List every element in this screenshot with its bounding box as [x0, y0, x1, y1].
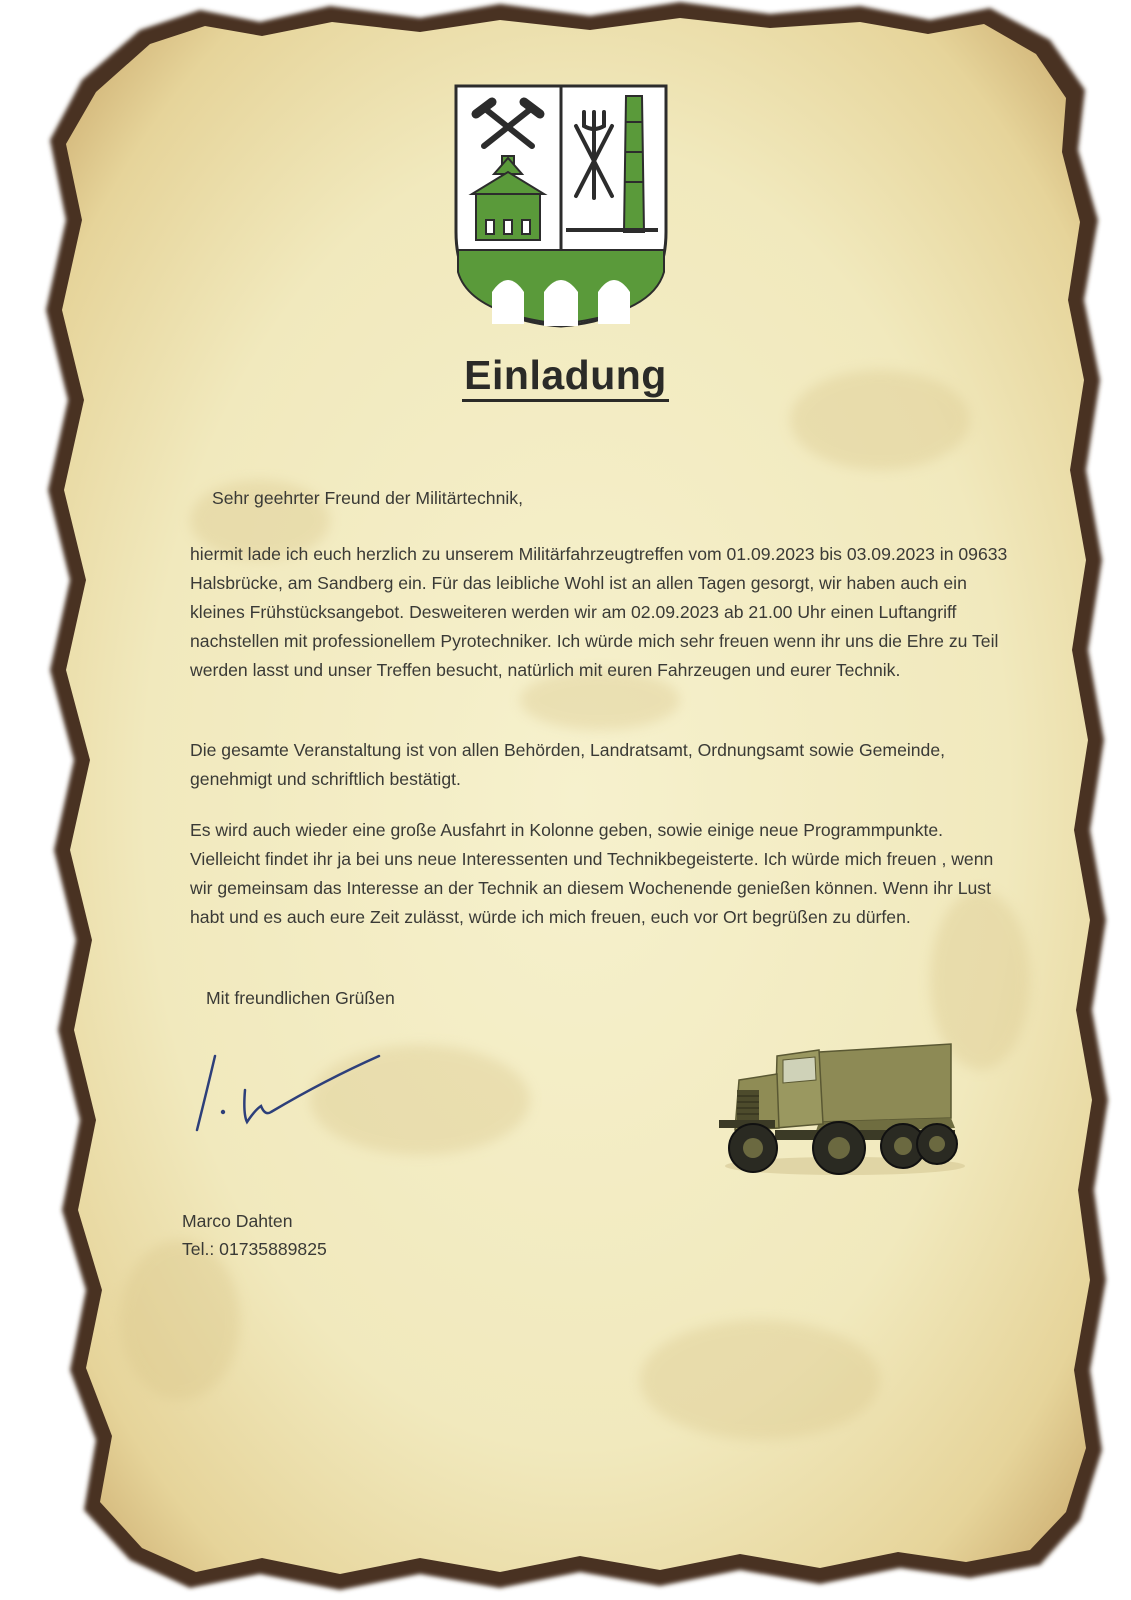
document-title — [0, 352, 1131, 399]
body-paragraph-invitation: hiermit lade ich euch herzlich zu unserem Militärfahrzeugtreffen vom 01.09.2023 bis 03.09.2023 in 09633 Halsbrücke, am Sandberg ein. Für das leibliche Wohl ist an allen Tagen gesorgt, wir haben auch ein kleines Frühstücksangebot. Desweiteren werden wir am 02.09.2023 ab 21.00 Uhr einen Luftangriff nachstellen mit professionellem Pyrotechniker. Ich würde mich sehr freuen wenn ihr uns die Ehre zu Teil werden lasst und unser Treffen besucht, natürlich mit euren Fahrzeugen und eurer Technik. — [190, 544, 1008, 680]
coat-of-arms — [452, 82, 670, 330]
body-paragraph-approval: Die gesamte Veranstaltung ist von allen Behörden, Landratsamt, Ordnungsamt sowie Gemeinde, genehmigt und schriftlich bestätigt. — [190, 740, 946, 789]
sender-name: Marco Dahten — [182, 1211, 293, 1231]
handwritten-signature — [185, 1050, 395, 1140]
bridge-icon — [458, 250, 664, 326]
body-paragraph-program: Es wird auch wieder eine große Ausfahrt in Kolonne geben, sowie einige neue Programmpunkte. Vielleicht findet ihr ja bei uns neue Interessenten und Technikbegeisterte. Ich würde mich freuen , wenn wir gemeinsam das Interesse an der Technik an diesem Wochenende genießen können. Wenn ihr Lust habt und es auch eure Zeit zulässt, würde ich mich freuen, euch vor Ort begrüßen zu dürfen. — [190, 820, 994, 927]
title-text: Einladung — [462, 352, 669, 402]
military-truck-icon — [715, 1030, 975, 1180]
closing-line: Mit freundlichen Grüßen — [206, 988, 395, 1008]
salutation: Sehr geehrter Freund der Militärtechnik, — [212, 488, 523, 508]
sender-block — [182, 1207, 327, 1263]
sender-phone: Tel.: 01735889825 — [182, 1239, 327, 1259]
